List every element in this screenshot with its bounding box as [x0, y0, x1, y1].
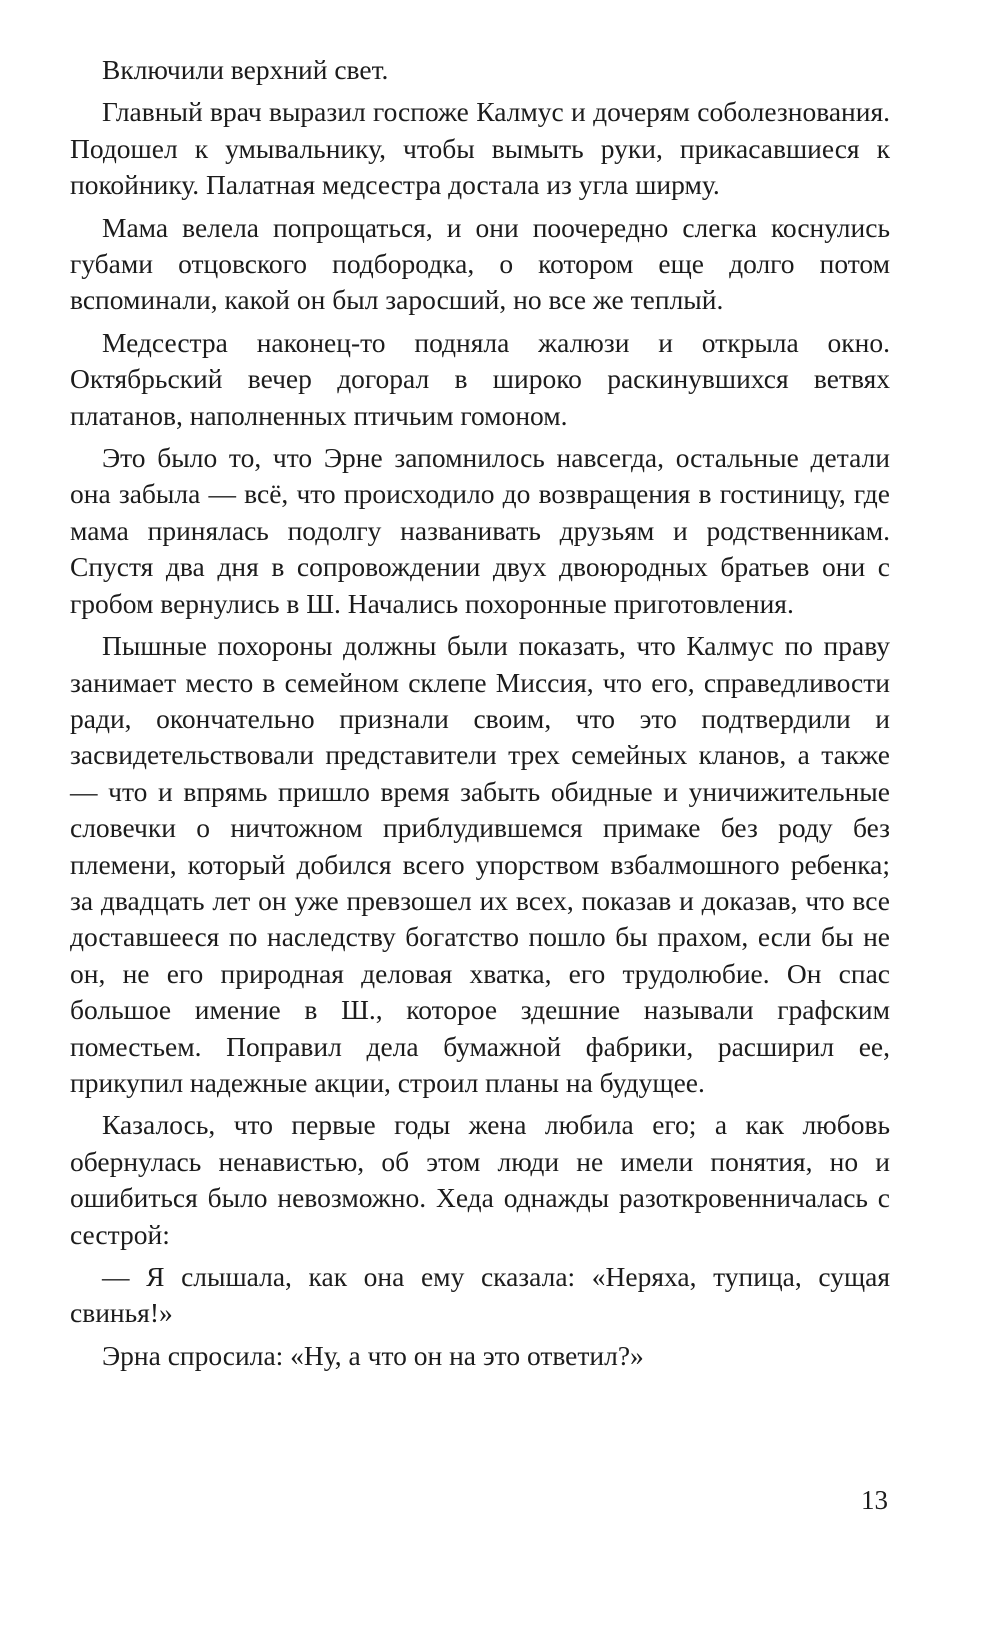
paragraph: Пышные похороны должны были показать, что Калмус по праву занимает место в семейном склепе Миссия, что его, справедливости ради, окончательно признали своим, что это подтвердили и засвидетельствовали представители трех семейных кланов, а также — что и впрямь пришло время забыть обидные и уничижительные словечки о ничтожном приблудившемся примаке без роду без племени, который добился всего упорством взбалмошного ребенка; за двадцать лет он уже превзошел их всех, показав и доказав, что все доставшееся по наследству богатство пошло бы прахом, если бы не он, не его природная деловая хватка, его трудолюбие. Он спас большое имение в Ш., которое здешние называли графским поместьем. Поправил дела бумажной фабрики, расширил ее, прикупил надежные акции, строил планы на будущее. — [70, 630, 890, 1098]
dialogue-line: — Я слышала, как она ему сказала: «Неряха, тупица, сущая свинья!» — [70, 1261, 890, 1329]
paragraph: Эрна спросила: «Ну, а что он на это ответил?» — [102, 1339, 644, 1371]
paragraph: Включили верхний свет. — [102, 54, 389, 85]
body-text — [70, 52, 890, 1380]
paragraph: Казалось, что первые годы жена любила его; а как любовь обернулась ненавистью, об этом люди не имели понятия, но и ошибиться было невозможно. Хеда однажды разоткровенничалась с сестрой: — [70, 1109, 890, 1250]
paragraph: Мама велела попрощаться, и они поочередно слегка коснулись губами отцовского подбородка, о котором еще долго потом вспоминали, какой он был заросший, но все же теплый. — [70, 211, 890, 316]
page-number: 13 — [861, 1485, 888, 1515]
paragraph: Медсестра наконец-то подняла жалюзи и открыла окно. Октябрьский вечер догорал в широко раскинувшихся ветвях платанов, наполненных птичьим гомоном. — [70, 326, 890, 431]
paragraph: Это было то, что Эрне запомнилось навсегда, остальные детали она забыла — всё, что происходило до возвращения в гостиницу, где мама принялась подолгу названивать друзьям и родственникам. Спустя два дня в сопровождении двух двоюродных братьев они с гробом вернулись в Ш. Начались похоронные приготовления. — [70, 442, 890, 619]
paragraph: Главный врач выразил госпоже Калмус и дочерям соболезнования. Подошел к умывальнику, чтобы вымыть руки, прикасавшиеся к покойнику. Палатная медсестра достала из угла ширму. — [70, 96, 890, 201]
